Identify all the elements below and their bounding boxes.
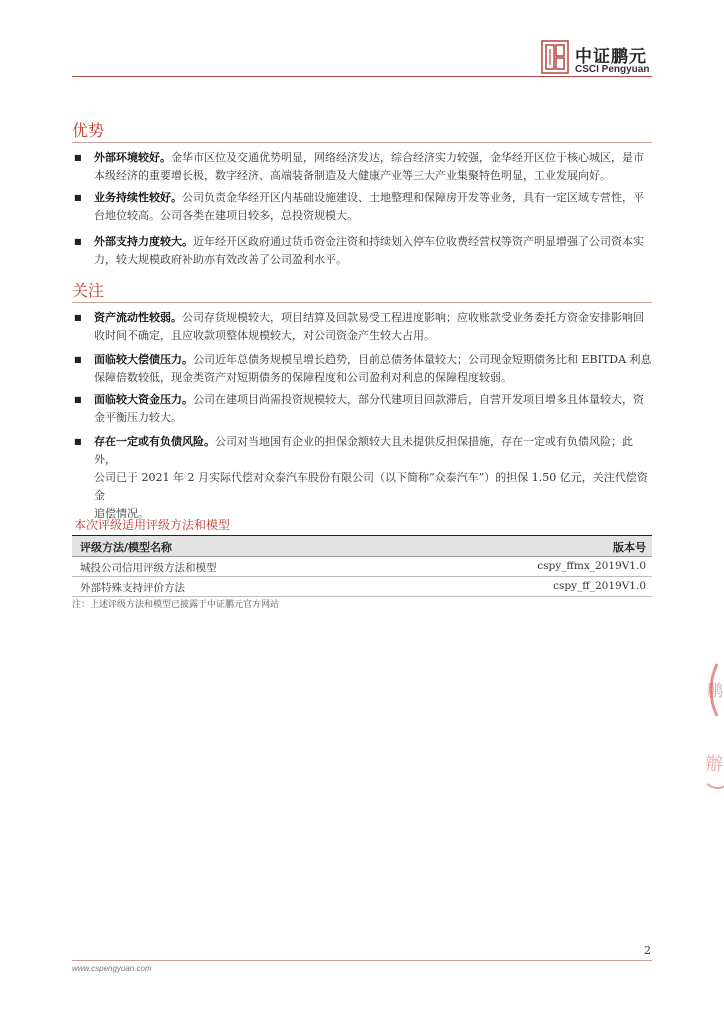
footer-website-link[interactable]: www.cspengyuan.com <box>72 964 152 973</box>
column-header-version: 版本号 <box>613 541 646 554</box>
strength-item-line: 本级经济的重要增长极，数字经济、高端装备制造及大健康产业等三大产业集聚特色明显，工业发展向好。 <box>94 169 611 182</box>
table-note: 注：上述评级方法和模型已披露于中证鹏元官方网站 <box>72 600 280 610</box>
strength-item-title: 外部支持力度较大。 <box>94 235 193 248</box>
strength-item-title: 业务持续性较好。 <box>94 191 182 204</box>
strength-item <box>94 233 654 269</box>
version-cell: cspy_ffmx_2019V1.0 <box>537 560 646 572</box>
concern-item-title: 面临较大偿债压力。 <box>94 353 193 366</box>
methods-table <box>72 535 652 597</box>
logo-mark-icon <box>541 40 569 74</box>
seal-stamp-icon <box>703 660 724 720</box>
page-number: 2 <box>644 944 651 957</box>
bullet-icon: ■ <box>74 355 82 364</box>
concern-item-title: 存在一定或有负债风险。 <box>94 435 215 448</box>
svg-text:辦: 辦 <box>705 754 723 775</box>
strength-item-line: 公司负责金华经开区内基础设施建设、土地整理和保障房开发等业务，具有一定区域专营性，平 <box>182 191 644 204</box>
company-logo <box>541 40 661 74</box>
bullet-icon: ■ <box>74 395 82 404</box>
concerns-underline <box>72 302 652 303</box>
column-header-method: 评级方法/模型名称 <box>80 541 173 554</box>
concern-item-line: 金平衡压力较大。 <box>94 411 182 424</box>
strength-item-title: 外部环境较好。 <box>94 151 171 164</box>
bullet-icon: ■ <box>74 153 82 162</box>
footer-divider <box>72 960 652 961</box>
bullet-icon: ■ <box>74 193 82 202</box>
logo-english-name: CSCI Pengyuan <box>575 64 650 75</box>
concern-item <box>94 433 654 523</box>
strength-item-line: 近年经开区政府通过货币资金注资和持续划入停车位收费经营权等资产明显增强了公司资本实 <box>193 235 644 248</box>
concern-item-line: 保障倍数较低，现金类资产对短期债务的保障程度和公司盈利对利息的保障程度较弱。 <box>94 371 512 384</box>
strength-item <box>94 189 654 225</box>
table-row <box>72 557 652 577</box>
concerns-heading: 关注 <box>72 281 105 300</box>
strengths-underline <box>72 142 652 143</box>
table-row <box>72 577 652 597</box>
strength-item-line: 金华市区位及交通优势明显，网络经济发达，综合经济实力较强，金华经开区位于核心城区，是市 <box>171 151 644 164</box>
version-cell: cspy_ff_2019V1.0 <box>553 580 646 592</box>
methods-table-title: 本次评级适用评级方法和模型 <box>74 518 231 532</box>
concern-item-line: 公司对当地国有企业的担保金额较大且未提供反担保措施，存在一定或有负债风险；此外， <box>94 435 633 466</box>
concern-item-line: 公司已于 2021 年 2 月实际代偿对众泰汽车股份有限公司（以下简称“众泰汽车”）的担保 1.50 亿元，关注代偿资金 <box>94 471 648 502</box>
concern-item-line: 收时间不确定，且应收款项整体规模较大，对公司资金产生较大占用。 <box>94 329 435 342</box>
concern-item-line: 公司存货规模较大，项目结算及回款易受工程进度影响；应收账款受业务委托方资金安排影响回 <box>182 311 644 324</box>
concern-item-line: 追偿情况。 <box>94 507 149 520</box>
concern-item <box>94 391 654 427</box>
table-header <box>72 535 652 557</box>
method-name-cell: 城投公司信用评级方法和模型 <box>80 562 217 574</box>
bullet-icon: ■ <box>74 437 82 446</box>
method-name-cell: 外部特殊支持评价方法 <box>80 582 185 594</box>
header-divider <box>72 76 652 77</box>
concern-item <box>94 351 654 387</box>
concern-item <box>94 309 654 345</box>
strength-item-line: 力，较大规模政府补助亦有效改善了公司盈利水平。 <box>94 253 347 266</box>
strength-item <box>94 149 654 185</box>
strengths-heading: 优势 <box>72 121 105 140</box>
concern-item-title: 资产流动性较弱。 <box>94 311 182 324</box>
bullet-icon: ■ <box>74 313 82 322</box>
concern-item-line: 公司近年总债务规模呈增长趋势，目前总债务体量较大；公司现金短期债务比和 EBITDA 利息 <box>193 353 652 366</box>
seal-stamp-icon <box>703 740 724 800</box>
bullet-icon: ■ <box>74 237 82 246</box>
logo-chinese-name: 中证鹏元 <box>575 47 647 67</box>
svg-text:鹏: 鹏 <box>707 681 724 700</box>
strength-item-line: 台地位较高。公司各类在建项目较多，总投资规模大。 <box>94 209 358 222</box>
concern-item-line: 公司在建项目尚需投资规模较大，部分代建项目回款滞后，自营开发项目增多且体量较大，资 <box>193 393 644 406</box>
concern-item-title: 面临较大资金压力。 <box>94 393 193 406</box>
